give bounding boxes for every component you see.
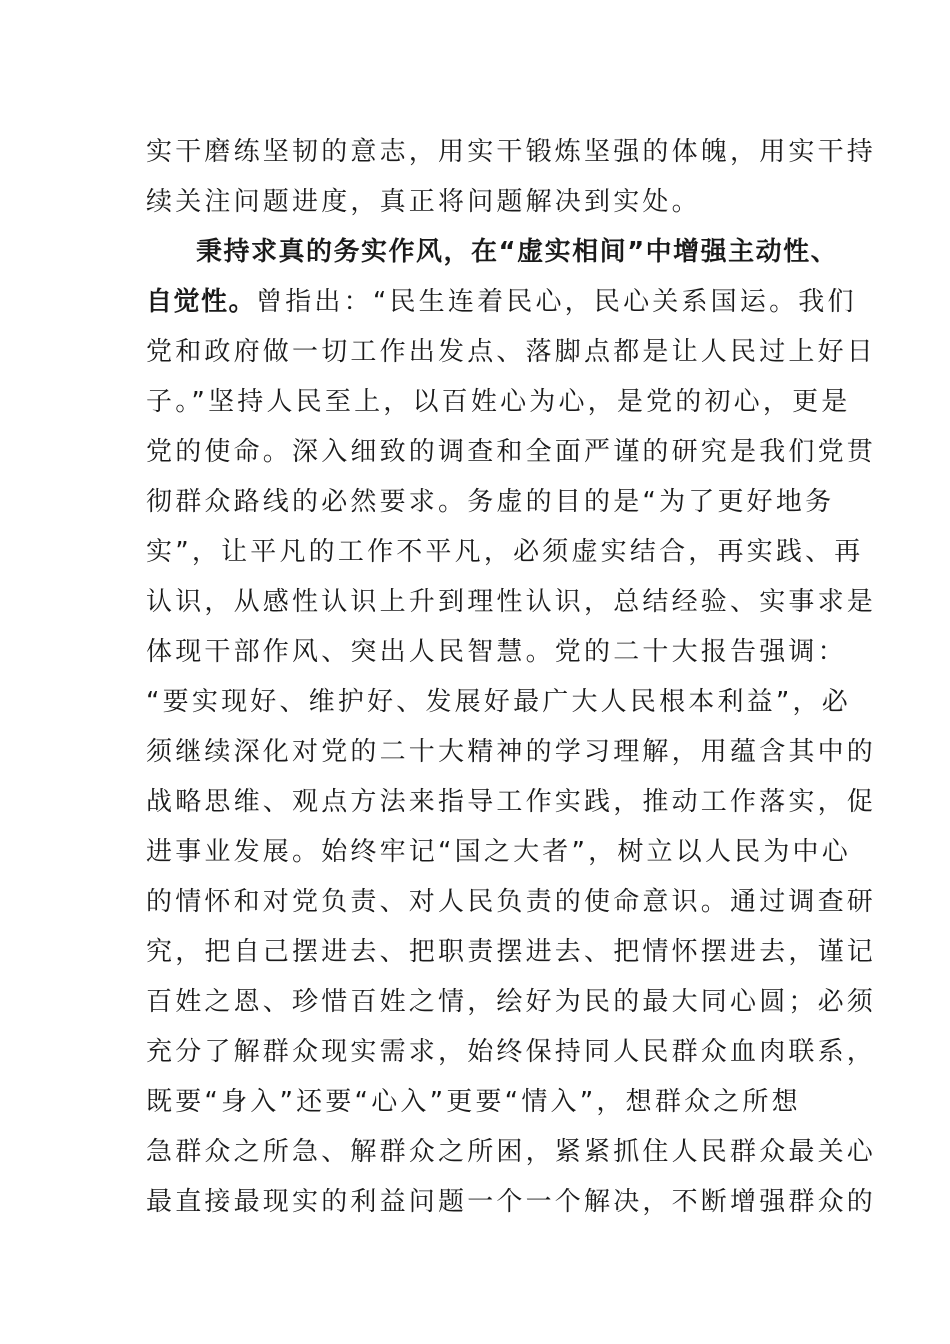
text-line: 党和政府做一切工作出发点、落脚点都是让人民过上好日 <box>146 337 877 367</box>
text-line: 彻群众路线的必然要求。务虚的目的是“为了更好地务 <box>146 487 835 517</box>
section-heading: 秉持求真的务实作风，在“虚实相间”中增强主动性、 <box>196 237 839 267</box>
text-line: 急群众之所急、解群众之所困，紧紧抓住人民群众最关心 <box>146 1137 877 1167</box>
text-line: 子。”坚持人民至上，以百姓心为心，是党的初心，更是 <box>146 387 851 417</box>
text-line: 既要“身入”还要“心入”更要“情入”，想群众之所想 <box>146 1087 801 1117</box>
text-line: 最直接最现实的利益问题一个一个解决，不断增强群众的 <box>146 1187 877 1217</box>
text-line: 实”，让平凡的工作不平凡，必须虚实结合，再实践、再 <box>146 537 864 567</box>
text-line: 须继续深化对党的二十大精神的学习理解，用蕴含其中的 <box>146 737 877 767</box>
text-line: 究，把自己摆进去、把职责摆进去、把情怀摆进去，谨记 <box>146 937 877 967</box>
text-line: 实干磨练坚韧的意志，用实干锻炼坚强的体魄，用实干持 <box>146 137 877 167</box>
text-segment: 曾指出：“民生连着民心，民心关系国运。我们 <box>256 287 857 317</box>
text-line <box>146 287 857 317</box>
text-line: 续关注问题进度，真正将问题解决到实处。 <box>146 187 701 217</box>
text-line: 充分了解群众现实需求，始终保持同人民群众血肉联系， <box>146 1037 877 1067</box>
text-line: 战略思维、观点方法来指导工作实践，推动工作落实，促 <box>146 787 877 817</box>
text-line: 的情怀和对党负责、对人民负责的使命意识。通过调查研 <box>146 887 877 917</box>
section-heading-tail: 自觉性。 <box>146 287 257 317</box>
text-line: 进事业发展。始终牢记“国之大者”，树立以人民为中心 <box>146 837 851 867</box>
text-line: 体现干部作风、突出人民智慧。党的二十大报告强调： <box>146 637 847 667</box>
text-line: 认识，从感性认识上升到理性认识，总结经验、实事求是 <box>146 587 877 617</box>
text-line: 党的使命。深入细致的调查和全面严谨的研究是我们党贯 <box>146 437 877 467</box>
text-line: “要实现好、维护好、发展好最广大人民根本利益”，必 <box>146 687 851 717</box>
text-line: 百姓之恩、珍惜百姓之情，绘好为民的最大同心圆；必须 <box>146 987 877 1017</box>
